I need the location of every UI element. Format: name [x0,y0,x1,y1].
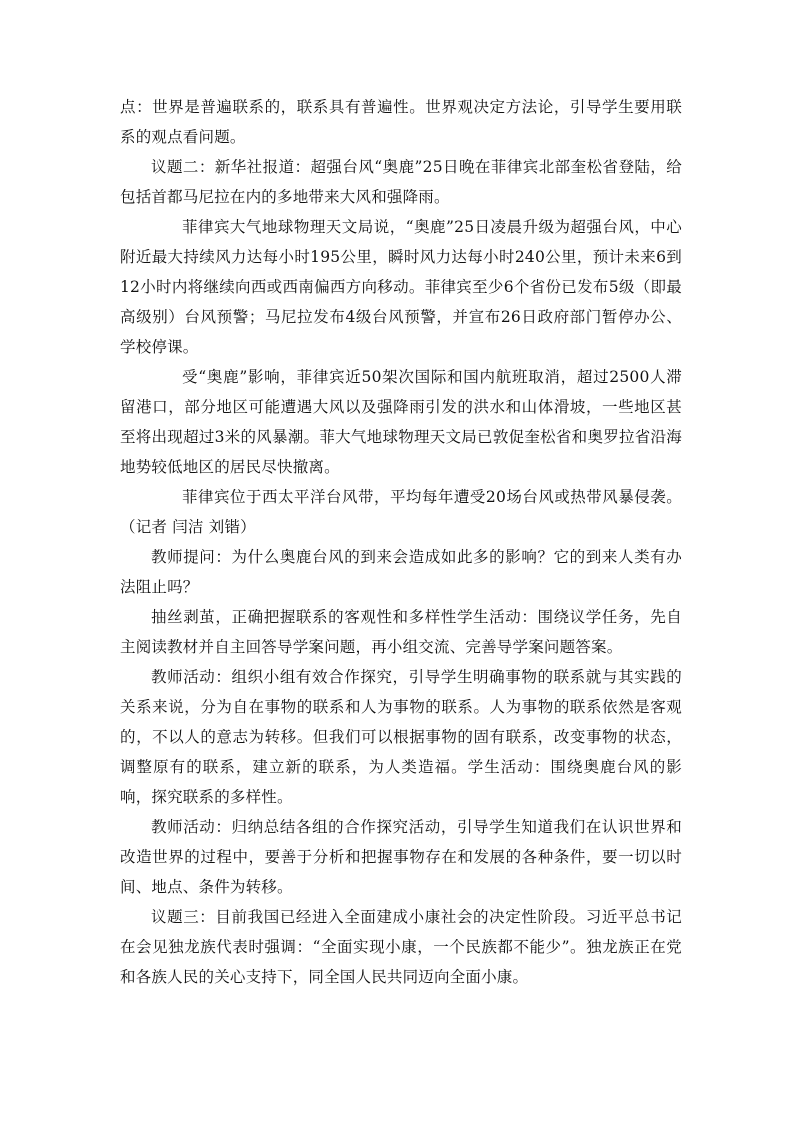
paragraph-teacher-question: 教师提问：为什么奥鹿台风的到来会造成如此多的影响？它的到来人类有办法阻止吗？ [120,548,682,596]
document-page [120,92,682,992]
paragraph-topic-three-intro: 议题三：目前我国已经进入全面建成小康社会的决定性阶段。习近平总书记在会见独龙族代表时强调：“全面实现小康，一个民族都不能少”。独龙族正在党和各族人民的关心支持下，同全国人民共同迈向全面小康。 [120,908,682,986]
paragraph-typhoon-impact: 受“奥鹿”影响，菲律宾近50架次国际和国内航班取消，超过2500人滞留港口，部分地区可能遭遇大风以及强降雨引发的洪水和山体滑坡，一些地区甚至将出现超过3米的风暴潮。菲大气地球物理天文局已敦促奎松省和奥罗拉省沿海地势较低地区的居民尽快撤离。 [120,368,682,476]
paragraph-typhoon-upgrade: 菲律宾大气地球物理天文局说，“奥鹿”25日凌晨升级为超强台风，中心附近最大持续风力达每小时195公里，瞬时风力达每小时240公里，预计未来6到12小时内将继续向西或西南偏西方向移动。菲律宾至少6个省份已发布5级（即最高级别）台风预警；马尼拉发布4级台风预警，并宣布26日政府部门暂停办公、学校停课。 [120,218,682,356]
paragraph-worldview-conclusion: 点：世界是普遍联系的，联系具有普遍性。世界观决定方法论，引导学生要用联系的观点看问题。 [120,98,682,146]
paragraph-topic-two-intro: 议题二：新华社报道：超强台风“奥鹿”25日晚在菲律宾北部奎松省登陆，给包括首都马尼拉在内的多地带来大风和强降雨。 [120,158,682,206]
paragraph-teacher-activity-one: 教师活动：组织小组有效合作探究，引导学生明确事物的联系就与其实践的关系来说，分为自在事物的联系和人为事物的联系。人为事物的联系依然是客观的，不以人的意志为转移。但我们可以根据事物的固有联系，改变事物的状态，调整原有的联系，建立新的联系，为人类造福。学生活动：围绕奥鹿台风的影响，探究联系的多样性。 [120,668,682,806]
paragraph-student-activity: 抽丝剥茧，正确把握联系的客观性和多样性学生活动：围绕议学任务，先自主阅读教材并自主回答导学案问题，再小组交流、完善导学案问题答案。 [120,608,682,656]
paragraph-typhoon-belt: 菲律宾位于西太平洋台风带，平均每年遭受20场台风或热带风暴侵袭。（记者 闫洁 刘锴） [120,488,682,536]
paragraph-teacher-activity-two: 教师活动：归纳总结各组的合作探究活动，引导学生知道我们在认识世界和改造世界的过程中，要善于分析和把握事物存在和发展的各种条件，要一切以时间、地点、条件为转移。 [120,818,682,896]
